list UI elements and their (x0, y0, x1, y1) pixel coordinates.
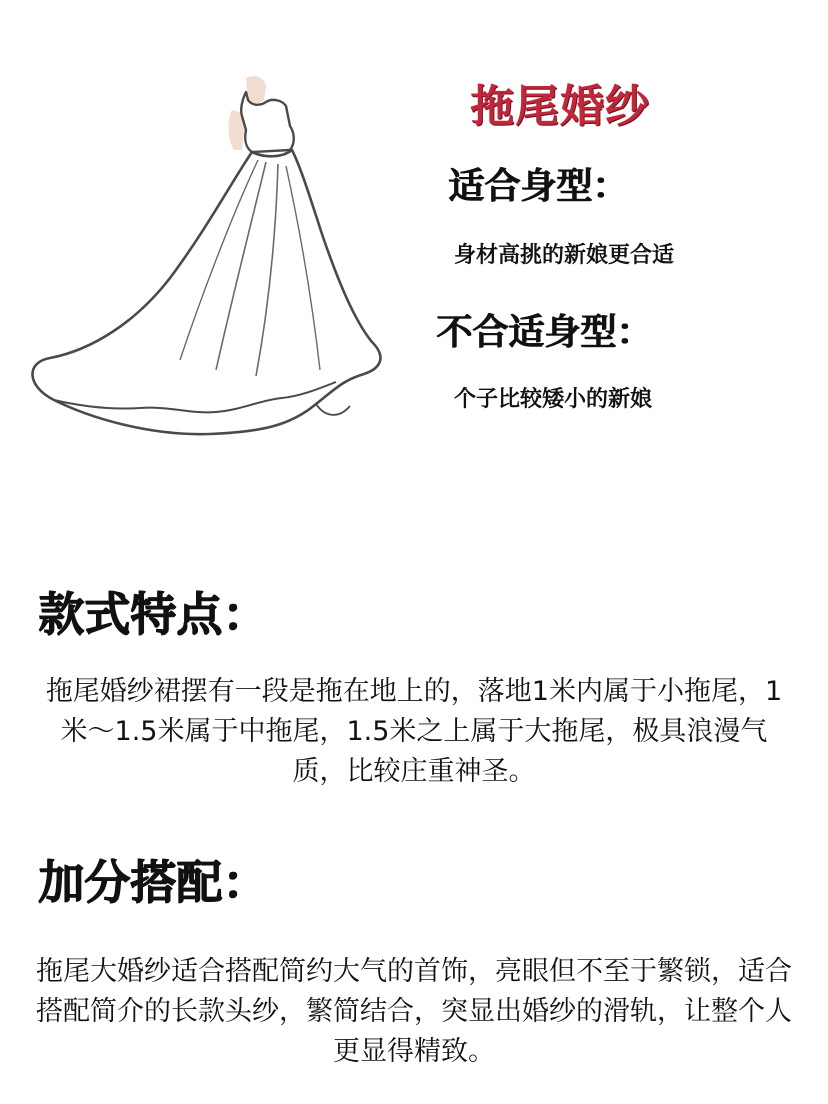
suitable-body-text: 身材高挑的新娘更合适 (454, 243, 675, 268)
unsuitable-body-text: 个子比较矮小的新娘 (454, 387, 653, 412)
matching-heading: 加分搭配： (38, 855, 268, 909)
features-paragraph: 拖尾婚纱裙摆有一段是拖在地上的，落地1米内属于小拖尾，1米～1.5米属于中拖尾，1.5米之上属于大拖尾，极具浪漫气质，比较庄重神圣。 (45, 676, 783, 787)
unsuitable-body-heading: 不合适身型： (436, 312, 653, 353)
suitable-body-heading: 适合身型： (448, 166, 629, 207)
wedding-dress-illustration (20, 70, 390, 445)
page-title: 拖尾婚纱 (470, 81, 650, 132)
features-heading: 款式特点： (38, 587, 268, 641)
matching-paragraph: 拖尾大婚纱适合搭配简约大气的首饰，亮眼但不至于繁锁，适合搭配简介的长款头纱，繁简结合，突显出婚纱的滑轨，让整个人更显得精致。 (36, 956, 792, 1067)
